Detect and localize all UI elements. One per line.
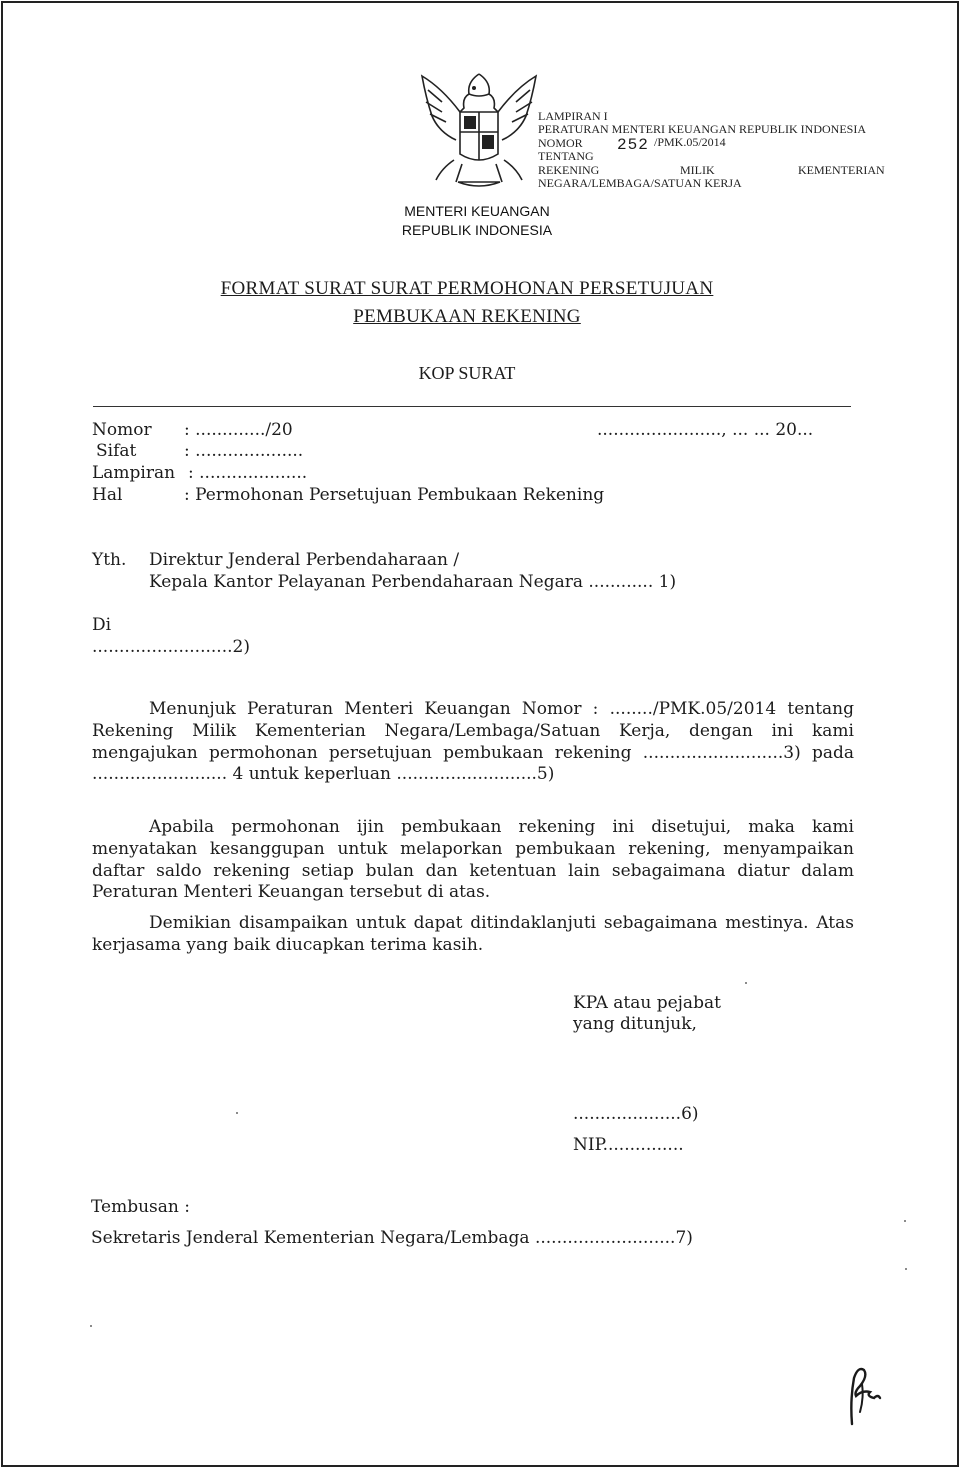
- letter-date: ......................., ... ... 20...: [597, 420, 814, 440]
- tembusan-label: Tembusan :: [91, 1197, 190, 1217]
- di-place: ..........................2): [92, 637, 250, 657]
- document-title-line2: PEMBUKAAN REKENING: [353, 306, 581, 327]
- lampiran-tentang: TENTANG: [538, 149, 594, 163]
- paragraph-2: [92, 817, 854, 904]
- paragraph-3-text: Demikian disampaikan untuk dapat ditindaklanjuti sebagaimana mestinya. Atas kerjasama yang baik diucapkan terima kasih.: [92, 913, 854, 955]
- yth-label: Yth.: [92, 550, 127, 570]
- nomor-value: : ............./20: [184, 420, 293, 440]
- lampiran-milik: MILIK: [680, 163, 715, 177]
- sifat-label: Sifat: [96, 441, 137, 461]
- paragraph-1: [92, 699, 854, 786]
- lampiran-rekening: REKENING: [538, 163, 600, 177]
- recipient-line1: Direktur Jenderal Perbendaharaan /: [149, 550, 460, 570]
- lampiran-nomor-suffix: /PMK.05/2014: [654, 135, 726, 149]
- scan-speck: [90, 1325, 92, 1327]
- scan-speck: [745, 982, 747, 984]
- paragraph-1-text: Menunjuk Peraturan Menteri Keuangan Nomor : ......../PMK.05/2014 tentang Rekening Milik Kementerian Negara/Lembaga/Satuan Kerja, dengan ini kami mengajukan permohonan persetujuan pembukaan rekening ..........................3) pada ......................... 4 untuk keperluan ..........................5): [92, 699, 854, 785]
- lampiran-negara: NEGARA/LEMBAGA/SATUAN KERJA: [538, 176, 742, 190]
- hal-label: Hal: [92, 485, 123, 505]
- document-title-line1: FORMAT SURAT SURAT PERMOHONAN PERSETUJUAN: [220, 278, 714, 299]
- minister-line1: MENTERI KEUANGAN: [404, 203, 550, 219]
- kop-surat: KOP SURAT: [418, 363, 516, 383]
- signature-title-line2: yang ditunjuk,: [573, 1014, 697, 1034]
- paraf-signature-icon: [840, 1360, 884, 1432]
- lampiran-kementerian: KEMENTERIAN: [798, 163, 885, 177]
- recipient-line2: Kepala Kantor Pelayanan Perbendaharaan Negara ............ 1): [149, 572, 677, 592]
- lampiran-nomor-label: NOMOR: [538, 136, 583, 150]
- di-label: Di: [92, 615, 112, 635]
- minister-heading: [396, 202, 558, 240]
- scan-speck: [905, 1268, 907, 1270]
- garuda-emblem-icon: [412, 68, 546, 192]
- scan-speck: [904, 1220, 906, 1222]
- sifat-value: : ....................: [184, 441, 304, 461]
- lampiran-line1: LAMPIRAN I: [538, 109, 608, 123]
- lampiran-value: : ....................: [188, 463, 308, 483]
- scan-speck: [236, 1112, 238, 1114]
- handwritten-nomor: 252: [617, 136, 649, 154]
- minister-line2: REPUBLIK INDONESIA: [401, 222, 553, 238]
- kop-divider: [93, 406, 851, 407]
- nomor-label: Nomor: [92, 420, 152, 440]
- tembusan-item: Sekretaris Jenderal Kementerian Negara/Lembaga ..........................7): [91, 1228, 693, 1248]
- hal-value: : Permohonan Persetujuan Pembukaan Rekening: [184, 485, 605, 505]
- paragraph-3: [92, 913, 854, 957]
- paragraph-2-text: Apabila permohonan ijin pembukaan rekening ini disetujui, maka kami menyatakan kesanggupan untuk melaporkan pembukaan rekening, menyampaikan daftar saldo rekening setiap bulan dan ketentuan lain sebagaimana diatur dalam Peraturan Menteri Keuangan tersebut di atas.: [92, 817, 854, 903]
- signatory-name: ....................6): [573, 1104, 699, 1124]
- lampiran-label: Lampiran: [92, 463, 176, 483]
- signatory-nip: NIP...............: [573, 1135, 684, 1155]
- lampiran-line2: PERATURAN MENTERI KEUANGAN REPUBLIK INDONESIA: [538, 122, 866, 136]
- signature-title-line1: KPA atau pejabat: [573, 993, 721, 1013]
